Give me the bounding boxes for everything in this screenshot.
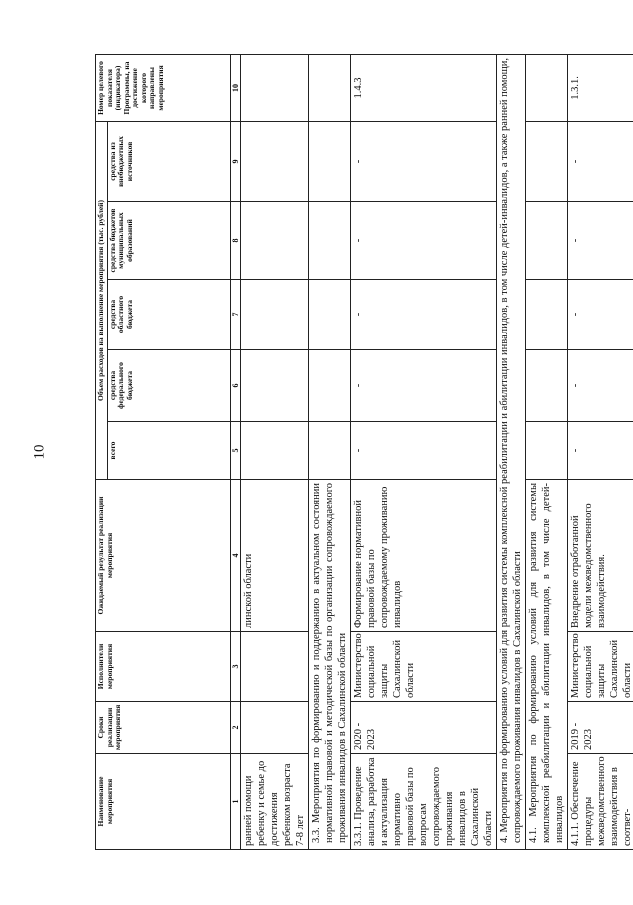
row-4-1-1-federal: - (567, 350, 633, 422)
header-name: Наименование мероприятия (96, 754, 231, 850)
header-total: всего (107, 422, 230, 480)
header-row-1 (96, 54, 108, 849)
table-row-continuation (240, 54, 308, 849)
header-regional: средства областного бюджета (107, 280, 230, 350)
row-4-1-1-terms: 2019 - 2023 (567, 702, 633, 754)
table-row-3-3-1 (350, 54, 496, 849)
row-4-1-1-total: - (567, 422, 633, 480)
header-expenses-group: Объем расходов на выполнение мероприятия (тыс. рублей) (96, 121, 108, 479)
rotated-table-container (95, 55, 633, 850)
row-4-1-1-extrabudget: - (567, 121, 633, 201)
header-indicator: Номер целевого показателя (индикатора) Программы, на достижение которого направлены мероприятия (96, 54, 231, 121)
header-extrabudget: средства из внебюджетных источников (107, 121, 230, 201)
col-number: 6 (230, 350, 240, 422)
row-4-1-1-indicator: 1.3.1. (567, 54, 633, 121)
header-executors: Исполнители мероприятия (96, 632, 231, 702)
section-row-4 (496, 54, 525, 849)
section-3-3-title: 3.3. Мероприятия по формированию и поддержанию в актуальном состоянии нормативной правовой и методической базы по организации сопровождаемого проживания инвалидов в Сахалинской области (308, 480, 350, 850)
col-number: 1 (230, 754, 240, 850)
header-federal: средства федерального бюджета (107, 350, 230, 422)
header-result: Ожидаемый результат реализации мероприятия (96, 480, 231, 632)
row-4-1-1-municipal: - (567, 202, 633, 280)
continuation-name: ранней помощи ребенку и семье до достижения ребенком возраста 7-8 лет (240, 754, 308, 850)
row-3-3-1-terms: 2020 - 2023 (350, 702, 496, 754)
col-number: 5 (230, 422, 240, 480)
row-3-3-1-municipal: - (350, 202, 496, 280)
row-3-3-1-extrabudget: - (350, 121, 496, 201)
continuation-result: линской области (240, 480, 308, 632)
row-4-1-1-executor: Министерство социальной защиты Сахалинской области (567, 632, 633, 702)
row-3-3-1-result: Формирование нормативной правовой базы по сопровождаемому проживанию инвалидов (350, 480, 496, 632)
section-row-4-1 (525, 54, 567, 849)
col-number: 3 (230, 632, 240, 702)
page-number: 10 (31, 444, 48, 460)
header-terms: Сроки реализации мероприятия (96, 702, 231, 754)
col-number: 2 (230, 702, 240, 754)
row-3-3-1-name: 3.3.1. Проведение анализа, разработка и актуализация нормативно правовой базы по вопросам сопровождаемого проживания инвалидов в Сахалинской области (350, 754, 496, 850)
section-4-title: 4. Мероприятия по формированию условий для развития системы комплексной реабилитации и абилитации инвалидов, в том числе детей-инвалидов, а также ранней помощи, сопровождаемого проживания инвалидов в Сахалинской области (496, 54, 525, 849)
row-3-3-1-federal: - (350, 350, 496, 422)
col-number: 4 (230, 480, 240, 632)
row-4-1-1-result: Внедрение отработанной модели межведомственного взаимодействия. (567, 480, 633, 632)
row-4-1-1-regional: - (567, 280, 633, 350)
measures-table (95, 54, 633, 850)
col-number: 9 (230, 121, 240, 201)
col-number: 8 (230, 202, 240, 280)
row-3-3-1-executor: Министерство социальной защиты Сахалинской области (350, 632, 496, 702)
col-number: 10 (230, 54, 240, 121)
table-row-4-1-1 (567, 54, 633, 849)
column-numbers-row (230, 54, 240, 849)
row-3-3-1-regional: - (350, 280, 496, 350)
col-number: 7 (230, 280, 240, 350)
row-3-3-1-total: - (350, 422, 496, 480)
row-3-3-1-indicator: 1.4.3 (350, 54, 496, 121)
section-row-3-3 (308, 54, 350, 849)
header-municipal: средства бюджетов муниципальных образований (107, 202, 230, 280)
section-4-1-title: 4.1. Мероприятия по формированию условий для развития системы комплексной реабилитации и абилитации инвалидов, в том числе детей-инвалидов (525, 480, 567, 850)
row-4-1-1-name: 4.1.1. Обеспечение процедуры межведомственного взаимодействия в соответ- (567, 754, 633, 850)
